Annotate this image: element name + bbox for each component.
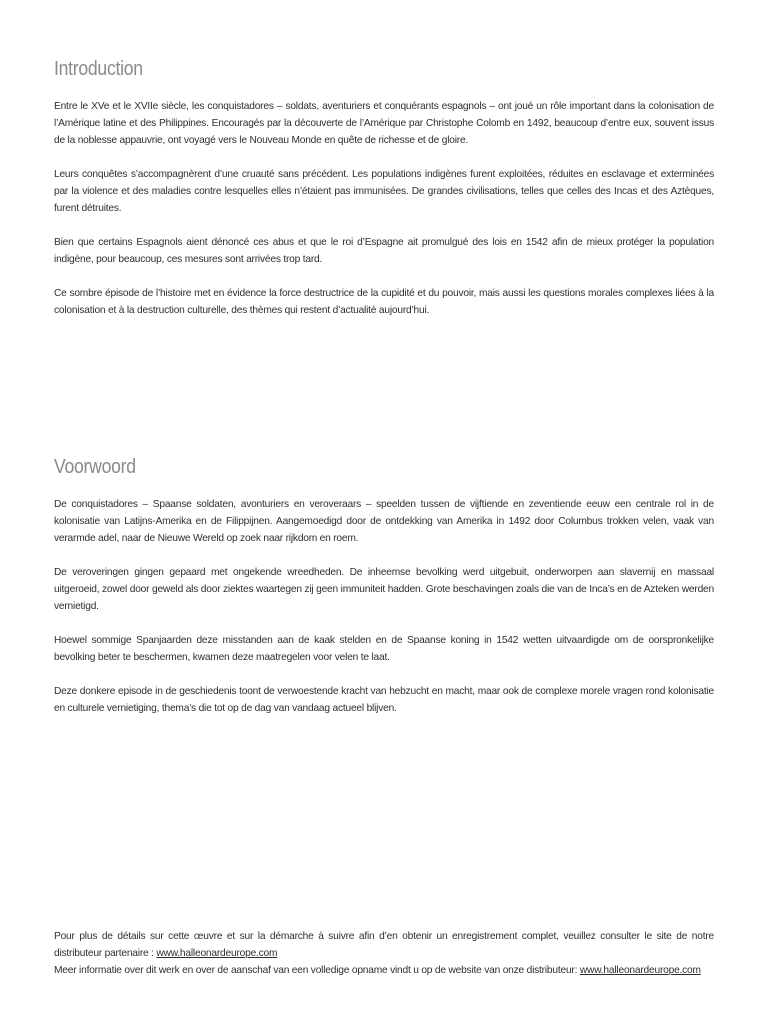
introduction-title: Introduction	[54, 58, 143, 80]
introduction-paragraph: Ce sombre épisode de l’histoire met en évidence la force destructrice de la cupidité et du pouvoir, mais aussi les questions morales complexes liées à la colonisation et à la destruction culturelle, des thèmes qui restent d’actualité aujourd’hui.	[54, 288, 714, 316]
distributor-footer	[54, 928, 714, 979]
footer-french-text: Pour plus de détails sur cette œuvre et sur la démarche à suivre afin d’en obtenir un enregistrement complet, veuillez consulter le site de notre distributeur partenaire :	[54, 931, 714, 959]
voorwoord-paragraph: De veroveringen gingen gepaard met ongekende wreedheden. De inheemse bevolking werd uitgebuit, onderworpen aan slavernij en massaal uitgeroeid, zowel door geweld als door ziektes waartegen zij geen immuniteit hadden. Grote beschavingen zoals die van de Inca’s en de Azteken werden vernietigd.	[54, 567, 714, 612]
introduction-paragraph: Leurs conquêtes s’accompagnèrent d’une cruauté sans précédent. Les populations indigènes furent exploitées, réduites en esclavage et exterminées par la violence et des maladies contre lesquelles elles n’étaient pas immunisées. De grandes civilisations, telles que celles des Incas et des Aztèques, furent détruites.	[54, 169, 714, 214]
voorwoord-paragraph: De conquistadores – Spaanse soldaten, avonturiers en veroveraars – speelden tussen de vijftiende en zeventiende eeuw een centrale rol in de kolonisatie van Latijns-Amerika en de Filippijnen. Aangemoedigd door de ontdekking van Amerika in 1492 door Columbus trokken velen, vaak van verarmde adel, naar de Nieuwe Wereld op zoek naar rijkdom en roem.	[54, 499, 714, 544]
voorwoord-section	[54, 454, 714, 734]
voorwoord-title: Voorwoord	[54, 456, 136, 478]
footer-french-note	[54, 928, 714, 962]
footer-dutch-note	[54, 962, 714, 979]
distributor-link-nl[interactable]: www.halleonardeurope.com	[579, 965, 701, 976]
footer-dutch-text: Meer informatie over dit werk en over de aanschaf van een volledige opname vindt u op de website van onze distributeur:	[54, 965, 580, 976]
introduction-paragraph: Entre le XVe et le XVIIe siècle, les conquistadores – soldats, aventuriers et conquérants espagnols – ont joué un rôle important dans la colonisation de l’Amérique latine et des Philippines. Encouragés par la découverte de l’Amérique par Christophe Colomb en 1492, beaucoup d’entre eux, souvent issus de la noblesse appauvrie, ont voyagé vers le Nouveau Monde en quête de richesse et de gloire.	[54, 101, 714, 146]
voorwoord-paragraph: Hoewel sommige Spanjaarden deze misstanden aan de kaak stelden en de Spaanse koning in 1542 wetten uitvaardigde om de oorspronkelijke bevolking beter te beschermen, kwamen deze maatregelen voor velen te laat.	[54, 635, 714, 663]
document-page	[54, 0, 714, 1024]
introduction-section	[54, 56, 714, 336]
voorwoord-paragraph: Deze donkere episode in de geschiedenis toont de verwoestende kracht van hebzucht en macht, maar ook de complexe morele vragen rond kolonisatie en culturele vernietiging, thema’s die tot op de dag van vandaag actueel blijven.	[54, 686, 714, 714]
introduction-paragraph: Bien que certains Espagnols aient dénoncé ces abus et que le roi d’Espagne ait promulgué des lois en 1542 afin de mieux protéger la population indigène, pour beaucoup, ces mesures sont arrivées trop tard.	[54, 237, 714, 265]
distributor-link-fr[interactable]: www.halleonardeurope.com	[156, 948, 278, 959]
